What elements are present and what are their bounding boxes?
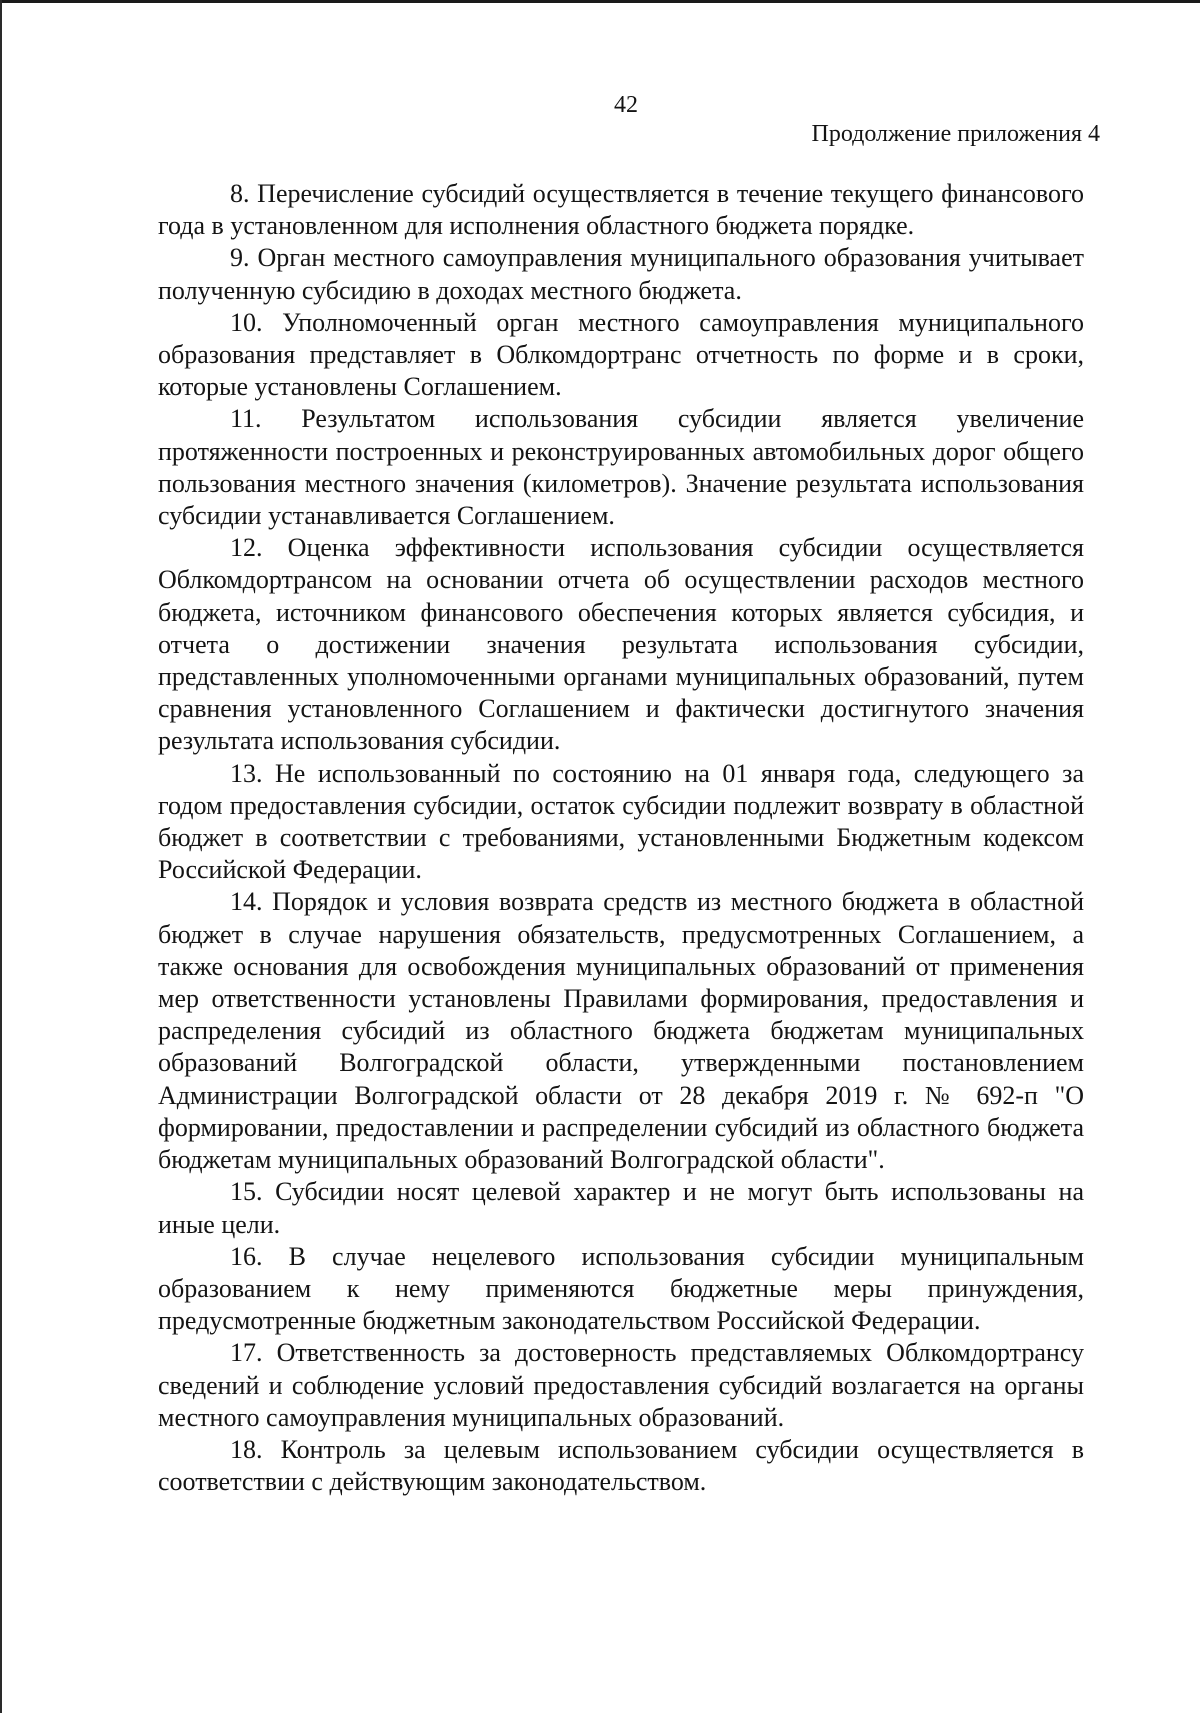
paragraph-12: 12. Оценка эффективности использования субсидии осуществляется Облкомдортрансом на основании отчета об осуществлении расходов местного бюджета, источником финансового обеспечения которых является субсидия, и отчета о достижении значения результата использования субсидии, представленных уполномоченными органами муниципальных образований, путем сравнения установленного Соглашением и фактически достигнутого значения результата использования субсидии. [158, 533, 1084, 756]
paragraph-17: 17. Ответственность за достоверность представляемых Облкомдортрансу сведений и соблюдение условий предоставления субсидий возлагается на органы местного самоуправления муниципальных образований. [158, 1338, 1084, 1432]
scan-edge-left [0, 0, 2, 1713]
paragraph-16: 16. В случае нецелевого использования субсидии муниципальным образованием к нему применяются бюджетные меры принуждения, предусмотренные бюджетным законодательством Российской Федерации. [158, 1241, 1084, 1336]
page-number: 42 [614, 92, 638, 118]
paragraph-9: 9. Орган местного самоуправления муниципального образования учитывает полученную субсидию в доходах местного бюджета. [158, 243, 1084, 305]
appendix-continuation-note: Продолжение приложения 4 [811, 121, 1100, 147]
scan-edge-top [0, 0, 1200, 3]
paragraph-8: 8. Перечисление субсидий осуществляется в течение текущего финансового года в установленном для исполнения областного бюджета порядке. [158, 179, 1084, 241]
paragraph-10: 10. Уполномоченный орган местного самоуправления муниципального образования представляет в Облкомдортранс отчетность по форме и в сроки, которые установлены Соглашением. [158, 307, 1084, 402]
document-body [158, 178, 1084, 1498]
paragraph-14: 14. Порядок и условия возврата средств из местного бюджета в областной бюджет в случае нарушения обязательств, предусмотренных Соглашением, а также основания для освобождения муниципальных образований от применения мер ответственности установлены Правилами формирования, предоставления и распределения субсидий из областного бюджета бюджетам муниципальных образований Волгоградской области, утвержденными постановлением Администрации Волгоградской области от 28 декабря 2019 г. № 692-п "О формировании, предоставлении и распределении субсидий из областного бюджета бюджетам муниципальных образований Волгоградской области". [158, 887, 1084, 1175]
paragraph-15: 15. Субсидии носят целевой характер и не могут быть использованы на иные цели. [158, 1177, 1084, 1239]
paragraph-11: 11. Результатом использования субсидии является увеличение протяженности построенных и реконструированных автомобильных дорог общего пользования местного значения (километров). Значение результата использования субсидии устанавливается Соглашением. [158, 404, 1084, 531]
paragraph-18: 18. Контроль за целевым использованием субсидии осуществляется в соответствии с действующим законодательством. [158, 1434, 1084, 1497]
paragraph-13: 13. Не использованный по состоянию на 01 января года, следующего за годом предоставления субсидии, остаток субсидии подлежит возврату в областной бюджет в соответствии с требованиями, установленными Бюджетным кодексом Российской Федерации. [158, 758, 1084, 885]
